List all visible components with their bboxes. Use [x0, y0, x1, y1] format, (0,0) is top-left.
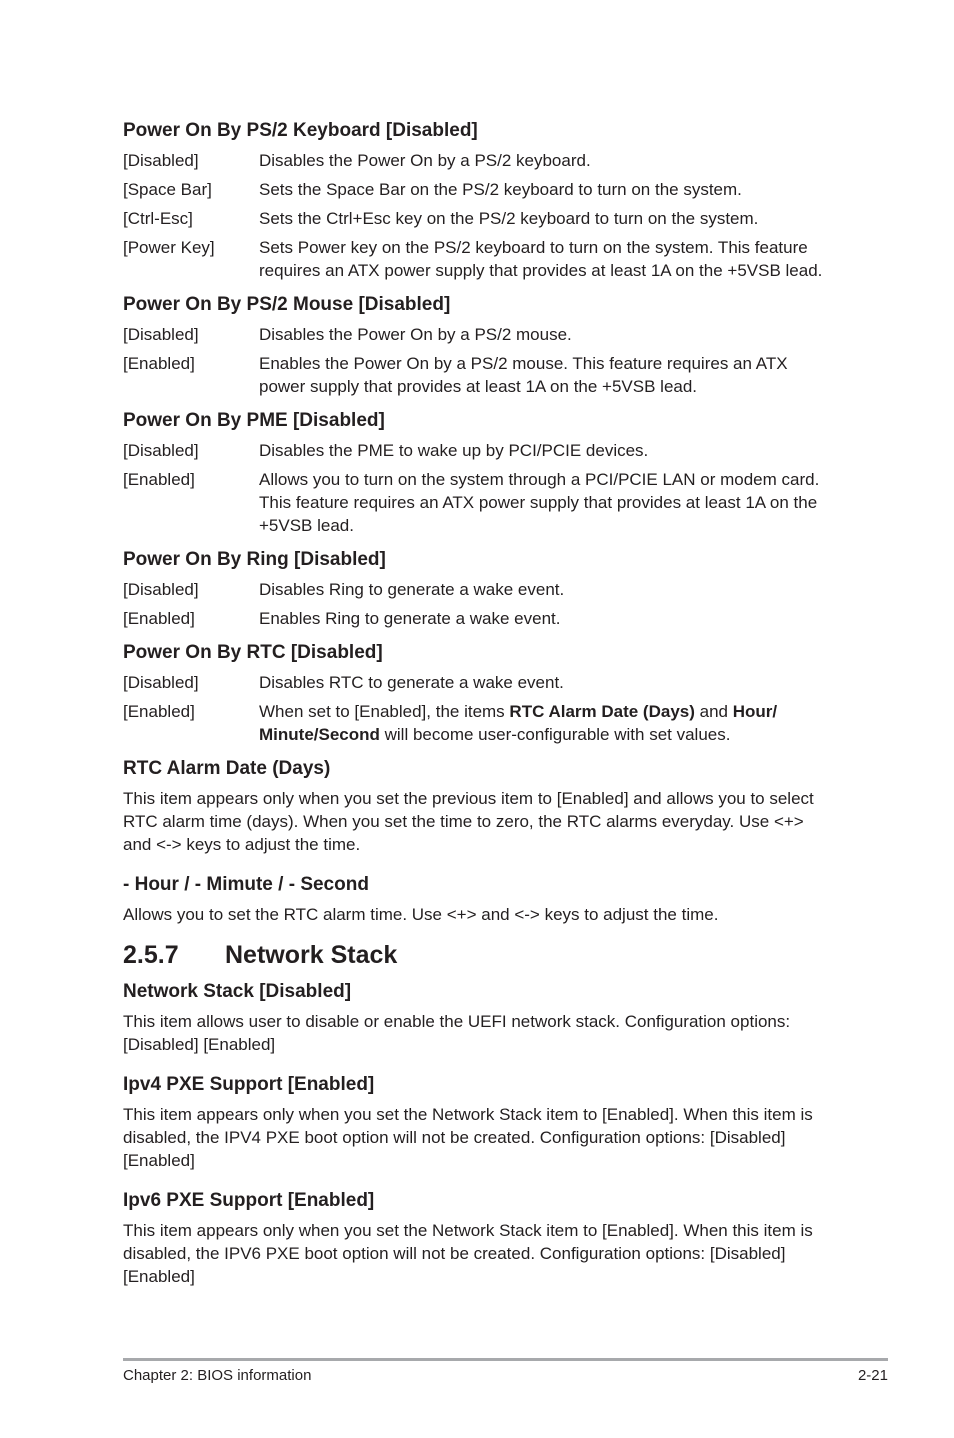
option-desc: Sets Power key on the PS/2 keyboard to turn on the system. This feature requires an ATX power supply that provides at least 1A on the +5VSB lead.	[259, 238, 823, 280]
footer-divider	[123, 1358, 888, 1361]
option-key: [Disabled]	[123, 673, 199, 692]
desc-text: and	[694, 702, 733, 721]
section-title: RTC Alarm Date (Days)	[123, 758, 331, 779]
option-desc: Sets the Ctrl+Esc key on the PS/2 keyboard to turn on the system.	[259, 209, 759, 228]
option-key: [Space Bar]	[123, 180, 212, 199]
section-rtc-alarm	[123, 757, 835, 856]
section-ring	[123, 548, 835, 630]
option-key: [Disabled]	[123, 580, 199, 599]
option-key: [Disabled]	[123, 151, 199, 170]
section-pme	[123, 409, 835, 537]
section-text: Allows you to set the RTC alarm time. Use <+> and <-> keys to adjust the time.	[123, 905, 719, 924]
option-key: [Power Key]	[123, 238, 215, 257]
option-key: [Enabled]	[123, 702, 195, 721]
footer-chapter: Chapter 2: BIOS information	[123, 1367, 312, 1384]
option-row	[123, 578, 835, 601]
option-row	[123, 323, 835, 346]
option-row	[123, 468, 835, 537]
option-row	[123, 178, 835, 201]
option-row	[123, 607, 835, 630]
section-ipv4-pxe	[123, 1073, 835, 1172]
option-key: [Enabled]	[123, 354, 195, 373]
option-desc: Disables RTC to generate a wake event.	[259, 673, 564, 692]
section-ps2-keyboard	[123, 119, 835, 282]
section-ps2-mouse	[123, 293, 835, 398]
chapter-title: Network Stack	[225, 941, 398, 969]
section-title: Ipv4 PXE Support [Enabled]	[123, 1074, 375, 1095]
option-row	[123, 700, 835, 746]
desc-text: will become user-configurable with set values.	[379, 725, 731, 744]
option-row	[123, 207, 835, 230]
option-desc: Disables the Power On by a PS/2 mouse.	[259, 325, 572, 344]
option-key: [Ctrl-Esc]	[123, 209, 193, 228]
option-desc: Disables the PME to wake up by PCI/PCIE devices.	[259, 441, 649, 460]
page-footer	[123, 1366, 888, 1386]
option-row	[123, 671, 835, 694]
option-desc: Disables the Power On by a PS/2 keyboard.	[259, 151, 591, 170]
section-text: This item allows user to disable or enable the UEFI network stack. Configuration options: [Disabled] [Enabled]	[123, 1012, 791, 1054]
option-desc: Enables the Power On by a PS/2 mouse. This feature requires an ATX power supply that provides at least 1A on the +5VSB lead.	[259, 354, 788, 396]
chapter-heading	[123, 940, 835, 970]
section-ipv6-pxe	[123, 1189, 835, 1288]
section-rtc	[123, 641, 835, 746]
page-content	[123, 119, 835, 1299]
option-desc: Disables Ring to generate a wake event.	[259, 580, 565, 599]
option-row	[123, 352, 835, 398]
section-title: Power On By Ring [Disabled]	[123, 549, 386, 570]
section-text: This item appears only when you set the Network Stack item to [Enabled]. When this item is disabled, the IPV4 PXE boot option will not be created. Configuration options: [Disabled] [Enabled]	[123, 1105, 813, 1170]
option-key: [Disabled]	[123, 441, 199, 460]
desc-text: When set to [Enabled], the items	[259, 702, 510, 721]
option-row	[123, 439, 835, 462]
section-text: This item appears only when you set the previous item to [Enabled] and allows you to select RTC alarm time (days). When you set the time to zero, the RTC alarms everyday. Use <+> and <-> keys to adjust the time.	[123, 789, 814, 854]
section-title: Network Stack [Disabled]	[123, 981, 352, 1002]
section-network-stack	[123, 980, 835, 1056]
option-key: [Disabled]	[123, 325, 199, 344]
option-key: [Enabled]	[123, 470, 195, 489]
section-title: Power On By PS/2 Mouse [Disabled]	[123, 294, 451, 315]
option-desc: Enables Ring to generate a wake event.	[259, 609, 561, 628]
option-row	[123, 236, 835, 282]
option-key: [Enabled]	[123, 609, 195, 628]
section-title: Power On By PME [Disabled]	[123, 410, 385, 431]
option-row	[123, 149, 835, 172]
section-title: Power On By PS/2 Keyboard [Disabled]	[123, 120, 478, 141]
option-desc: Sets the Space Bar on the PS/2 keyboard to turn on the system.	[259, 180, 742, 199]
section-text: This item appears only when you set the Network Stack item to [Enabled]. When this item is disabled, the IPV6 PXE boot option will not be created. Configuration options: [Disabled] [Enabled]	[123, 1221, 813, 1286]
section-hms	[123, 873, 835, 926]
desc-bold-item: RTC Alarm Date (Days)	[509, 702, 695, 721]
desc-bold-item: Hour/ Minute/Second	[259, 702, 778, 744]
option-desc	[259, 700, 835, 746]
chapter-number: 2.5.7	[123, 941, 179, 969]
page-number: 2-21	[857, 1367, 888, 1384]
section-title: Ipv6 PXE Support [Enabled]	[123, 1190, 375, 1211]
section-title: - Hour / - Mimute / - Second	[123, 874, 369, 895]
section-title: Power On By RTC [Disabled]	[123, 642, 383, 663]
option-desc: Allows you to turn on the system through a PCI/PCIE LAN or modem card. This feature requires an ATX power supply that provides at least 1A on the +5VSB lead.	[259, 470, 820, 535]
